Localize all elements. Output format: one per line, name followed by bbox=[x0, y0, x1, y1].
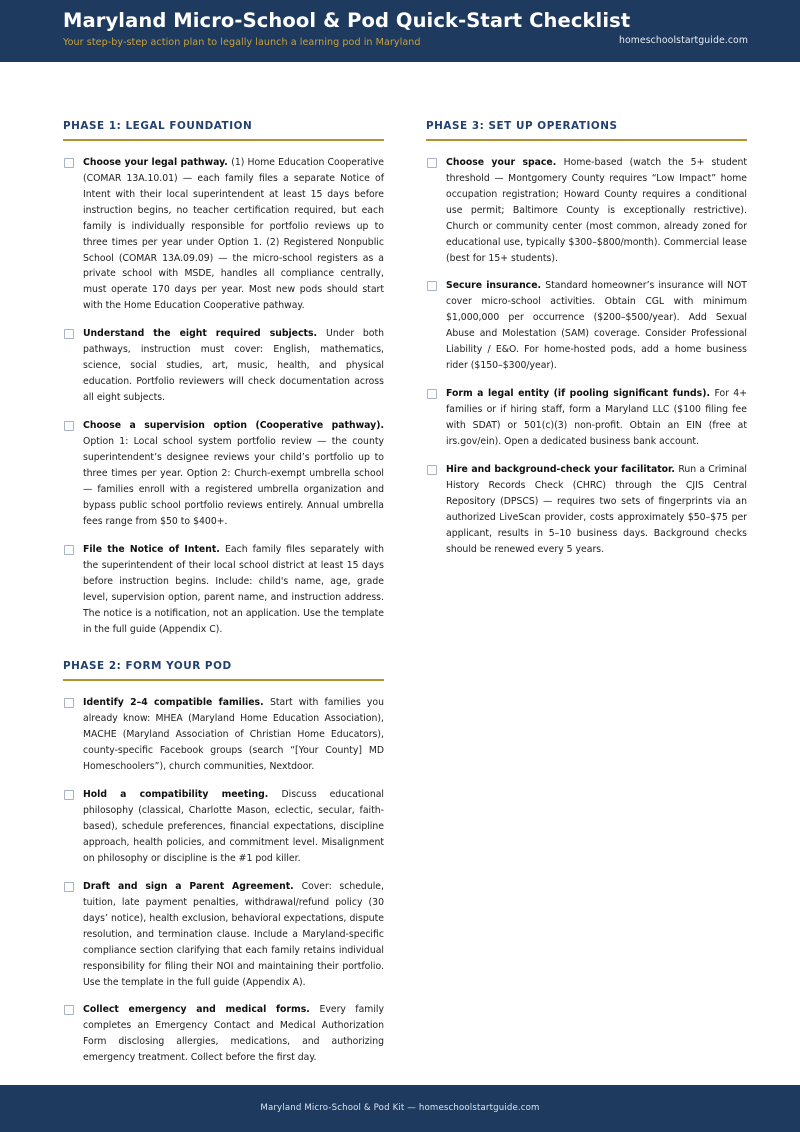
checklist-item-body: (1) Home Education Cooperative (COMAR 13A.10.01) — each family files a separate Notice of Intent with their local superintendent at least 15 days before instruction begins, no teacher certification required, but each family is individually responsible for portfolio reviews up to three times per year under Option 1. (2) Registered Nonpublic School (COMAR 13A.09.09) — the micro-school registers as a private school with MSDE, handles all compliance centrally, must operate 170 days per year. Most new pods should start with the Home Education Cooperative pathway. bbox=[83, 156, 384, 312]
content-columns bbox=[63, 120, 747, 1066]
checklist-item[interactable] bbox=[426, 278, 747, 374]
checklist-item-title: Choose your space. bbox=[446, 156, 564, 168]
checklist-item[interactable] bbox=[63, 326, 384, 406]
checklist-item-body: Start with families you already know: MHEA (Maryland Home Education Association), MACHE (Maryland Association of Christian Home Educators), county-specific Facebook groups (search “[Your County] MD Homeschoolers”), church communities, Nextdoor. bbox=[83, 696, 384, 772]
page-subtitle: Your step-by-step action plan to legally launch a learning pod in Maryland bbox=[63, 37, 421, 49]
checklist-item-body: Standard homeowner’s insurance will NOT cover micro-school activities. Obtain CGL with minimum $1,000,000 per occurrence ($200–$500/year). Add Sexual Abuse and Molestation (SAM) coverage. Consider Professional Liability / E&O. For home-hosted pods, add a home business rider ($150–$300/year). bbox=[446, 280, 747, 372]
checklist-item[interactable] bbox=[63, 542, 384, 638]
checkbox-icon[interactable] bbox=[64, 698, 74, 708]
phase-rule-3 bbox=[426, 139, 747, 141]
checklist-item-title: Form a legal entity (if pooling significant funds). bbox=[446, 388, 715, 400]
checklist-phase-3 bbox=[426, 155, 747, 559]
checkbox-icon[interactable] bbox=[64, 1005, 74, 1015]
checklist-item[interactable] bbox=[63, 1002, 384, 1066]
checklist-item-title: Collect emergency and medical forms. bbox=[83, 1004, 320, 1016]
checkbox-icon[interactable] bbox=[64, 329, 74, 339]
phase-title-1: PHASE 1: LEGAL FOUNDATION bbox=[63, 120, 253, 132]
checklist-item-body: Cover: schedule, tuition, late payment penalties, withdrawal/refund policy (30 days’ notice), health exclusion, behavioral expectations, dispute resolution, and termination clause. Include a Maryland-specific compliance section clarifying that each family retains individual responsibility for filing their NOI and maintaining their portfolio. Use the template in the full guide (Appendix A). bbox=[83, 880, 384, 988]
checklist-item-body: Home-based (watch the 5+ student threshold — Montgomery County requires “Low Impact” home occupation registration; Howard County requires a conditional use permit; Baltimore County is exceptionally restrictive). Church or community center (most common, already zoned for educational use, typically $300–$800/month). Commercial lease (best for 15+ students). bbox=[446, 156, 747, 264]
phase-title-2: PHASE 2: FORM YOUR POD bbox=[63, 660, 232, 673]
page-header bbox=[0, 0, 800, 62]
page-title: Maryland Micro-School & Pod Quick-Start Checklist bbox=[63, 9, 631, 32]
checklist-item-body: Run a Criminal History Records Check (CHRC) through the CJIS Central Repository (DPSCS) — requires two sets of fingerprints via an authorized LiveScan provider, costs approximately $50–$75 per applicant, results in 5–10 business days. Background checks should be renewed every 5 years. bbox=[446, 464, 747, 556]
phase-rule-2 bbox=[63, 679, 384, 681]
checklist-item-title: File the Notice of Intent. bbox=[83, 544, 226, 556]
checklist-phase-2 bbox=[63, 695, 384, 1067]
phase-title-3: PHASE 3: SET UP OPERATIONS bbox=[426, 120, 618, 132]
checklist-item-title: Choose a supervision option (Cooperative pathway). bbox=[83, 420, 384, 432]
header-inner bbox=[63, 8, 748, 62]
checkbox-icon[interactable] bbox=[427, 389, 437, 399]
checkbox-icon[interactable] bbox=[64, 158, 74, 168]
page-footer bbox=[0, 1085, 800, 1132]
checklist-item[interactable] bbox=[63, 418, 384, 530]
header-website: homeschoolstartguide.com bbox=[618, 35, 748, 46]
checklist-item-title: Draft and sign a Parent Agreement. bbox=[83, 880, 302, 892]
checklist-item-body: Option 1: Local school system portfolio review — the county superintendent’s designee reviews your child’s portfolio up to three times per year. Option 2: Church-exempt umbrella school — families enroll with a registered umbrella organization and bypass public school portfolio reviews entirely. Annual umbrella fees range from $50 to $400+. bbox=[83, 436, 384, 528]
checklist-item-body: Under both pathways, instruction must cover: English, mathematics, science, social studies, art, music, health, and physical education. Portfolio reviewers will check documentation across all eight subjects. bbox=[83, 328, 384, 404]
checklist-item-body: Discuss educational philosophy (classical, Charlotte Mason, eclectic, secular, faith-based), schedule preferences, financial expectations, discipline approach, health policies, and commitment level. Misalignment on philosophy or discipline is the #1 pod killer. bbox=[83, 788, 384, 864]
checklist-item-title: Hire and background-check your facilitator. bbox=[446, 464, 679, 476]
checklist-phase-1 bbox=[63, 155, 384, 639]
checklist-item-title: Identify 2–4 compatible families. bbox=[83, 696, 270, 708]
checkbox-icon[interactable] bbox=[427, 158, 437, 168]
footer-text: Maryland Micro-School & Pod Kit — homeschoolstartguide.com bbox=[260, 1103, 540, 1113]
checklist-item[interactable] bbox=[426, 155, 747, 267]
phase-heading-2 bbox=[63, 660, 384, 681]
phase-heading-3 bbox=[426, 120, 747, 141]
checklist-item[interactable] bbox=[426, 462, 747, 558]
checklist-item[interactable] bbox=[63, 879, 384, 991]
phase-rule-1 bbox=[63, 139, 384, 141]
checkbox-icon[interactable] bbox=[64, 545, 74, 555]
checklist-item-title: Hold a compatibility meeting. bbox=[83, 788, 282, 800]
checklist-item-body: Each family files separately with the superintendent of their local school district at least 15 days before instruction begins. Include: child's name, age, grade level, supervision option, parent name, and instruction address. The notice is a notification, not an application. Use the template in the full guide (Appendix C). bbox=[83, 544, 384, 636]
checklist-item[interactable] bbox=[63, 155, 384, 315]
left-column bbox=[63, 120, 384, 1066]
checkbox-icon[interactable] bbox=[64, 421, 74, 431]
checkbox-icon[interactable] bbox=[64, 882, 74, 892]
checklist-item[interactable] bbox=[63, 695, 384, 775]
checkbox-icon[interactable] bbox=[64, 790, 74, 800]
checklist-item-body: Every family completes an Emergency Contact and Medical Authorization Form disclosing allergies, medications, and authorizing emergency treatment. Collect before the first day. bbox=[83, 1004, 384, 1064]
right-column bbox=[426, 120, 747, 558]
phase-heading-1 bbox=[63, 120, 384, 141]
checkbox-icon[interactable] bbox=[427, 465, 437, 475]
checkbox-icon[interactable] bbox=[427, 281, 437, 291]
checklist-item-title: Choose your legal pathway. bbox=[83, 156, 232, 168]
checklist-item[interactable] bbox=[426, 386, 747, 450]
checklist-item[interactable] bbox=[63, 787, 384, 867]
checklist-item-title: Understand the eight required subjects. bbox=[83, 328, 327, 340]
checklist-item-body: For 4+ families or if hiring staff, form a Maryland LLC ($100 filing fee with SDAT) or 501(c)(3) non-profit. Obtain an EIN (free at irs.gov/ein). Open a dedicated business bank account. bbox=[446, 388, 747, 448]
checklist-item-title: Secure insurance. bbox=[446, 280, 546, 292]
